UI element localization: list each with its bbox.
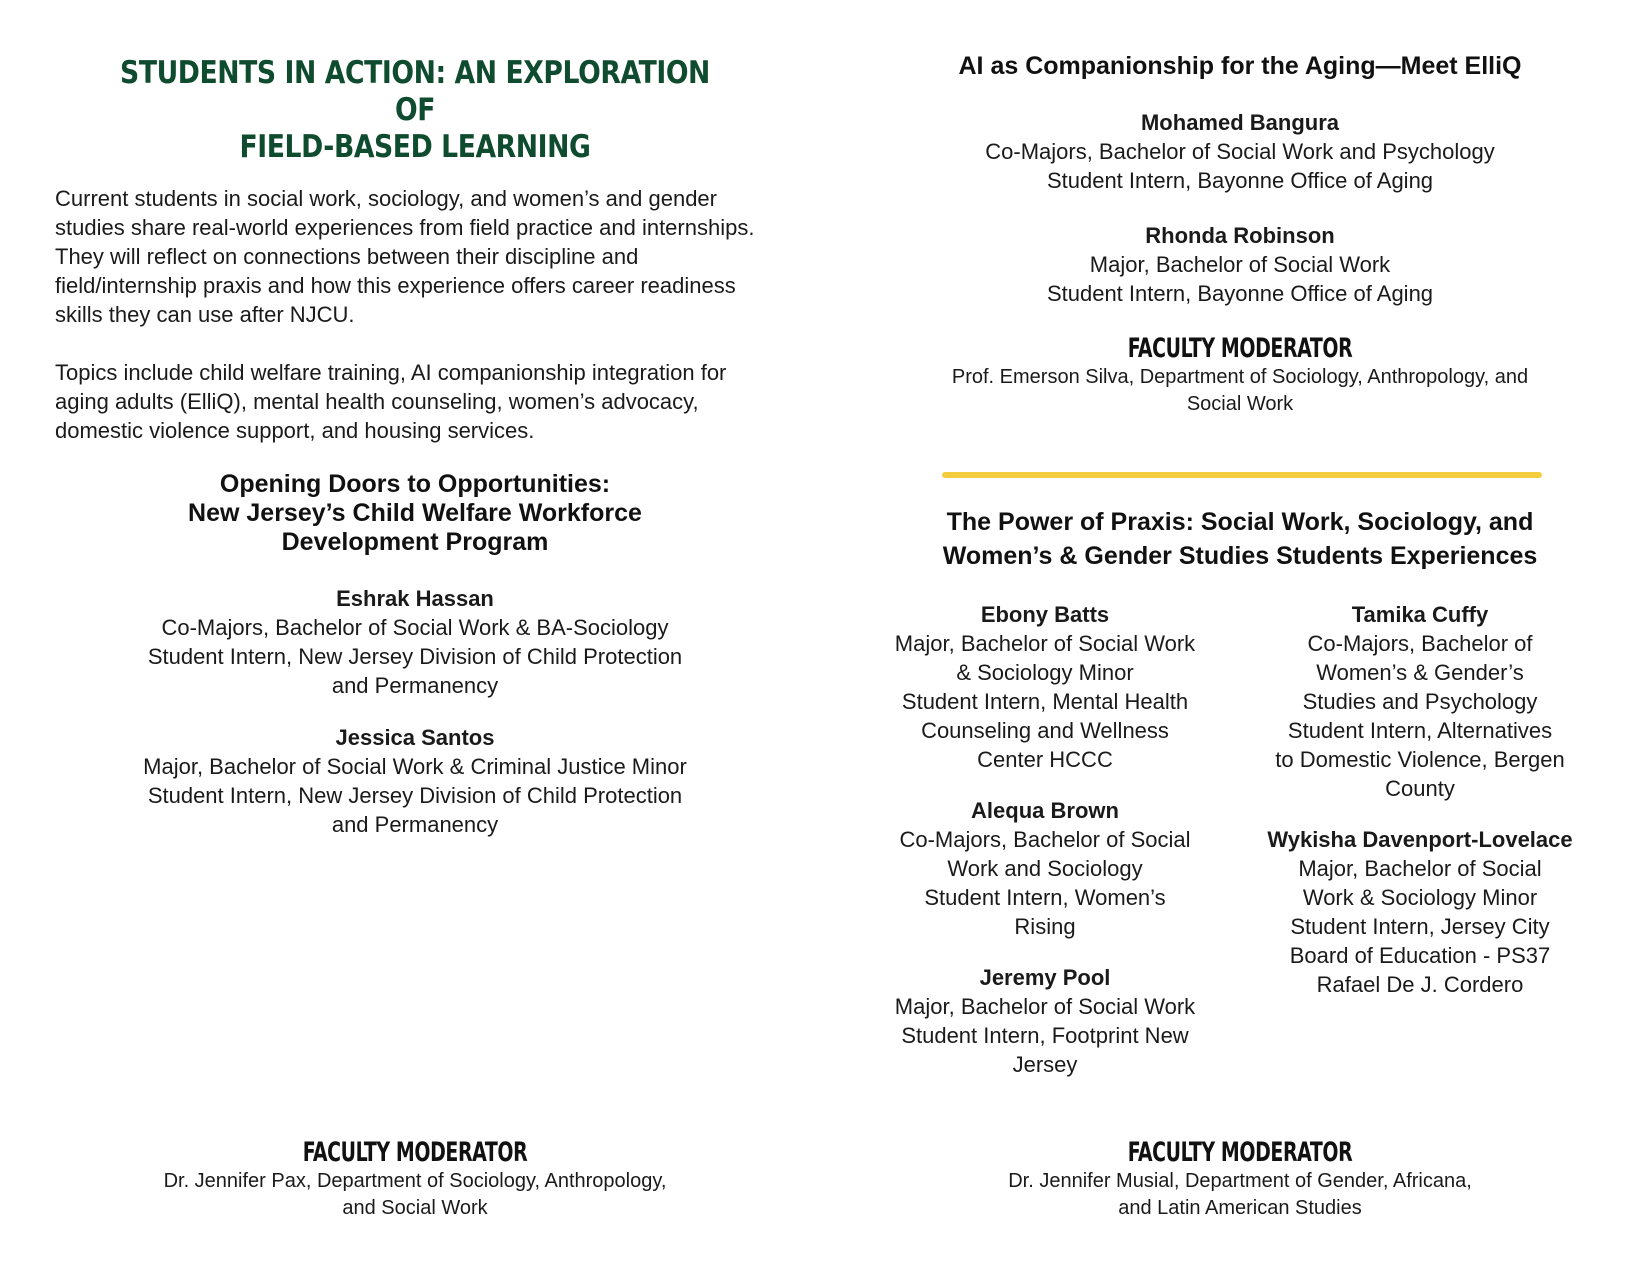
presenter-detail: Student Intern, Mental Health: [901, 689, 1189, 714]
presenter-detail: Rafael De J. Cordero: [1316, 972, 1524, 997]
presenter-detail: Student Intern, Bayonne Office of Aging: [1046, 281, 1434, 306]
presenter-detail: Major, Bachelor of Social Work: [894, 994, 1196, 1019]
presenter-detail: Student Intern, New Jersey Division of Child Protection: [147, 644, 683, 669]
presenter-detail: and Permanency: [331, 812, 499, 837]
session-title-line: Development Program: [281, 528, 549, 556]
presenter-detail: Counseling and Wellness: [921, 718, 1169, 743]
right-panel: [870, 0, 1610, 1275]
presenter-detail: Co-Majors, Bachelor of Social Work & BA-Sociology: [161, 615, 669, 640]
presenter: [870, 963, 1220, 1079]
presenter-detail: Co-Majors, Bachelor of Social: [899, 827, 1191, 852]
presenter-detail: Work & Sociology Minor: [1302, 885, 1538, 910]
faculty-moderator-praxis: [870, 1138, 1610, 1222]
child-welfare-session: [55, 470, 775, 839]
moderator-heading: FACULTY MODERATOR: [1127, 333, 1353, 364]
presenter-detail: Center HCCC: [977, 747, 1113, 772]
presenter-detail: Work and Sociology: [947, 856, 1143, 881]
intro-block: [55, 184, 775, 445]
presenter-detail: Student Intern, New Jersey Division of Child Protection: [147, 783, 683, 808]
intro-paragraph: Current students in social work, sociology, and women’s and gender studies share real-world experiences from field practice and internships. They will reflect on connections between their discipline and field/internship praxis and how this experience offers career readiness skills they can use after NJCU.: [55, 186, 755, 327]
presenter-detail: & Sociology Minor: [956, 660, 1134, 685]
presenter-detail: Student Intern, Alternatives: [1287, 718, 1553, 743]
presenter: [870, 221, 1610, 308]
moderator-detail: Dr. Jennifer Pax, Department of Sociology, Anthropology,: [163, 1170, 667, 1192]
presenter-name: Wykisha Davenport-Lovelace: [1267, 827, 1573, 852]
session-title: [870, 505, 1610, 573]
presenter-detail: Major, Bachelor of Social Work & Criminal Justice Minor: [143, 754, 687, 779]
topics-paragraph: Topics include child welfare training, AI companionship integration for aging adults (ElliQ), mental health counseling, women’s advocacy, domestic violence support, and housing services.: [55, 360, 727, 443]
presenter-name: Jeremy Pool: [979, 965, 1111, 990]
presenter-name: Rhonda Robinson: [1145, 223, 1335, 248]
moderator-detail: Dr. Jennifer Musial, Department of Gender, Africana,: [1008, 1170, 1472, 1192]
moderator-detail: and Latin American Studies: [1118, 1197, 1362, 1219]
elliq-session: [870, 52, 1610, 418]
faculty-moderator-elliq: [870, 334, 1610, 418]
presenter-detail: Rising: [1014, 914, 1076, 939]
presenter-detail: Student Intern, Bayonne Office of Aging: [1046, 168, 1434, 193]
presenter: [870, 108, 1610, 195]
main-title-line: STUDENTS IN ACTION: AN EXPLORATION OF: [120, 55, 710, 128]
presenter-detail: Studies and Psychology: [1302, 689, 1538, 714]
session-title-line: Opening Doors to Opportunities:: [219, 470, 611, 498]
presenter-detail: Student Intern, Footprint New: [901, 1023, 1189, 1048]
praxis-session: [870, 505, 1610, 573]
presenter-name: Mohamed Bangura: [1140, 110, 1340, 135]
session-title-line: New Jersey’s Child Welfare Workforce: [188, 499, 642, 527]
presenter-column: [870, 600, 1220, 1079]
moderator-heading: FACULTY MODERATOR: [1127, 1137, 1353, 1168]
moderator-detail: and Social Work: [342, 1197, 488, 1219]
presenter-name: Jessica Santos: [335, 725, 495, 750]
presenter-detail: Co-Majors, Bachelor of: [1307, 631, 1533, 656]
session-title: [55, 470, 775, 557]
presenter: [870, 796, 1220, 941]
presenter-name: Ebony Batts: [980, 602, 1110, 627]
presenter: [55, 584, 775, 700]
presenter: [870, 600, 1220, 774]
presenter-detail: Board of Education - PS37: [1289, 943, 1551, 968]
presenter-detail: and Permanency: [331, 673, 499, 698]
presenter-column: [1245, 600, 1595, 999]
main-title-line: FIELD-BASED LEARNING: [239, 129, 591, 165]
session-title: AI as Companionship for the Aging—Meet ElliQ: [958, 52, 1522, 80]
presenter-name: Eshrak Hassan: [336, 586, 494, 611]
yellow-divider: [942, 472, 1542, 478]
presenter-detail: Major, Bachelor of Social: [1298, 856, 1542, 881]
presenter-detail: County: [1385, 776, 1455, 801]
main-title: [105, 55, 724, 166]
moderator-heading: FACULTY MODERATOR: [302, 1137, 528, 1168]
presenter-detail: Major, Bachelor of Social Work: [1089, 252, 1391, 277]
moderator-detail: Social Work: [1186, 393, 1294, 415]
presenter-detail: Women’s & Gender’s: [1316, 660, 1524, 685]
presenter-detail: Jersey: [1012, 1052, 1078, 1077]
presenter-detail: to Domestic Violence, Bergen: [1275, 747, 1565, 772]
presenter-detail: Student Intern, Women’s: [924, 885, 1166, 910]
presenter-name: Alequa Brown: [971, 798, 1119, 823]
left-panel: [55, 0, 775, 1275]
presenter-detail: Student Intern, Jersey City: [1290, 914, 1550, 939]
faculty-moderator-left: [55, 1138, 775, 1222]
presenter: [55, 723, 775, 839]
moderator-detail: Prof. Emerson Silva, Department of Sociology, Anthropology, and: [951, 366, 1529, 388]
presenter-name: Tamika Cuffy: [1351, 602, 1489, 627]
presenter: [1245, 825, 1595, 999]
session-title-line: The Power of Praxis: Social Work, Sociology, and: [946, 508, 1534, 536]
session-title-line: Women’s & Gender Studies Students Experiences: [942, 542, 1538, 570]
presenter: [1245, 600, 1595, 803]
presenter-detail: Co-Majors, Bachelor of Social Work and Psychology: [985, 139, 1495, 164]
presenter-detail: Major, Bachelor of Social Work: [894, 631, 1196, 656]
